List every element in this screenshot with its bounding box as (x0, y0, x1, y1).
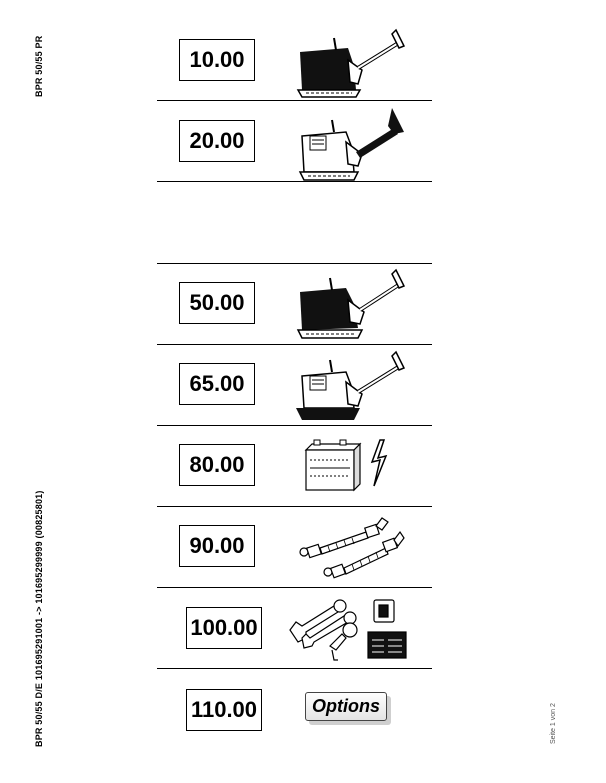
divider (157, 506, 432, 507)
part-group-link[interactable]: 110.00 (186, 689, 262, 731)
page-number: Seite 1 von 2 (550, 703, 557, 744)
plate-compactor-engine-icon (296, 20, 411, 98)
part-group-link[interactable]: 10.00 (179, 39, 255, 81)
part-group-link[interactable]: 20.00 (179, 120, 255, 162)
battery-electrical-icon (300, 436, 395, 498)
plate-compactor-baseplate-icon (296, 344, 411, 424)
model-short-label: BPR 50/55 PR (34, 35, 44, 97)
divider (157, 425, 432, 426)
divider (157, 100, 432, 101)
part-group-link[interactable]: 100.00 (186, 607, 262, 649)
hydraulic-hoses-icon (296, 512, 406, 580)
part-group-link[interactable]: 65.00 (179, 363, 255, 405)
divider (157, 668, 432, 669)
part-group-link[interactable]: 80.00 (179, 444, 255, 486)
part-group-link[interactable]: 50.00 (179, 282, 255, 324)
model-long-label: BPR 50/55 D/E 101695291001 -> 101695299999 (00825801) (34, 490, 44, 747)
part-group-link[interactable]: 90.00 (179, 525, 255, 567)
plate-compactor-handle-icon (296, 102, 411, 182)
tools-keys-decals-icon (284, 594, 410, 666)
divider (157, 587, 432, 588)
options-icon: Options (305, 692, 387, 721)
plate-compactor-body-icon (296, 262, 411, 342)
